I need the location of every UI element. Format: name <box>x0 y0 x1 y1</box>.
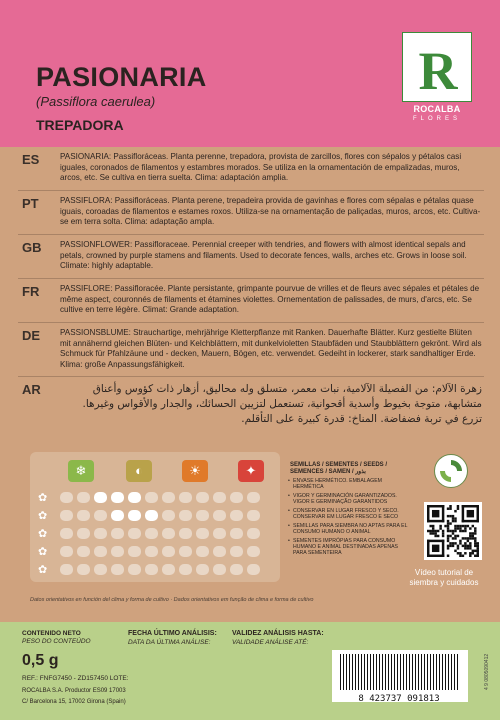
lang-code: AR <box>22 382 41 397</box>
barcode-icon <box>332 650 468 692</box>
net-content-sublabel: PESO DO CONTEÚDO <box>22 638 91 645</box>
month-cell <box>145 546 158 557</box>
month-cell <box>213 510 226 521</box>
divider <box>18 234 484 235</box>
divider <box>18 322 484 323</box>
lang-description: PASIONARIA: Passifloráceas. Planta perenne, trepadora, provista de zarcillos, flores con sépalos y pétalos casi iguales, coronados de filamentos y estambres morados. Se utiliza en la ornamentación de empalizadas, muros, arcos, etc. Se cultiva en tierra suelta. Clima: adaptación amplia. <box>60 152 462 183</box>
lang-description: PASSIFLORE: Passifloracée. Plante persistante, grimpante pourvue de vrilles et de fleurs avec sépales et pétales de même aspect, couronnés de filaments et étamines violettes. Ornementation de palissades, de murs, d'arcs, etc. Se cultive en terre légère. Climat: Grande adaptation. <box>60 284 480 315</box>
qr-icon <box>427 505 479 557</box>
month-cell <box>77 492 90 503</box>
month-cell <box>247 510 260 521</box>
month-cell <box>111 492 124 503</box>
month-cell <box>128 510 141 521</box>
lang-code: FR <box>22 284 40 299</box>
month-cell <box>230 528 243 539</box>
qr-caption-line: Vídeo tutorial de <box>414 568 474 577</box>
month-cell <box>179 492 192 503</box>
month-cell <box>230 492 243 503</box>
month-cell <box>162 528 175 539</box>
month-cell <box>111 564 124 575</box>
divider <box>18 278 484 279</box>
month-cell <box>230 546 243 557</box>
month-cell <box>128 546 141 557</box>
barcode-number: 8 423737 091813 <box>358 694 440 704</box>
month-cell <box>77 546 90 557</box>
seeds-info-item: • SEMENTES IMPRÓPIAS PARA CONSUMO HUMANO E ANIMAL DESTINADAS APENAS PARA SEMENTEIRA <box>293 538 408 557</box>
watering-can-icon: ✿ <box>38 492 48 504</box>
leaf-icon: ✦ <box>238 460 264 482</box>
validity-label: VALIDEZ ANÁLISIS HASTA: <box>232 630 324 637</box>
month-cell <box>247 546 260 557</box>
lang-description: PASSIFLORA: Passifloráceas. Planta perene, trepadeira provida de gavinhas e flores com sépalas e pétalas quase iguais, coroadas de filamentos e estames roxos. Utiliza-se na ornamentação de paliçadas, muros, arcos, etc. Cultiva-se em terra solta. Clima: adaptação ampla. <box>60 196 481 227</box>
seeds-title: SEMILLAS / SEMENTES / SEEDS / SEMENCES / SAMEN / بذور <box>290 462 388 475</box>
month-cell <box>196 564 209 575</box>
green-dot-icon <box>434 454 468 488</box>
month-cell <box>111 546 124 557</box>
brand-subtitle: FLORES <box>412 116 461 122</box>
lang-code: ES <box>22 152 40 167</box>
month-cell <box>196 546 209 557</box>
transplant-icon: ✿ <box>38 528 48 540</box>
brand-name: ROCALBA <box>413 104 461 114</box>
brand-logo <box>402 32 472 102</box>
seed-tray-icon: ✿ <box>38 510 48 522</box>
month-cell <box>145 564 158 575</box>
plant-icon: ✿ <box>38 564 48 576</box>
net-content-label: CONTENIDO NETO <box>22 630 81 637</box>
month-cell <box>179 564 192 575</box>
month-cell <box>247 564 260 575</box>
calendar-footnote: Datos orientativos en función del clima y forma de cultivo · Dados orientativos em função de clima e forma de cultivo <box>30 597 314 603</box>
divider <box>18 376 484 377</box>
reference-line: REF.: FNFG7450 - ZD157450 LOTE: <box>22 675 129 682</box>
month-cell <box>94 546 107 557</box>
analysis-date-label: FECHA ÚLTIMO ANÁLISIS: <box>128 630 217 637</box>
month-cell <box>111 510 124 521</box>
month-cell <box>77 510 90 521</box>
month-cell <box>145 492 158 503</box>
seeds-info-item: • VIGOR Y GERMINACIÓN GARANTIZADOS. VIGOR E GERMINAÇÃO GARANTIDOS <box>293 493 408 505</box>
month-cell <box>94 492 107 503</box>
month-cell <box>213 528 226 539</box>
month-cell <box>94 510 107 521</box>
seeds-info-item: • SEMILLAS PARA SIEMBRA NO APTAS PARA EL CONSUMO HUMANO O ANIMAL <box>293 523 408 535</box>
lang-description: PASSIONFLOWER: Passifloraceae. Perennial creeper with tendries, and flowers with almost identical sepals and petals, crowned by purple stamens and filaments. Used to decorate fences, walls, arches etc. Grows in loose soil. Climate: highly adaptable. <box>60 240 467 271</box>
lang-code: PT <box>22 196 39 211</box>
side-code: 4 9 0805090412 <box>484 653 490 690</box>
validity-sublabel: VALIDADE ANÁLISE ATÉ: <box>232 639 309 646</box>
month-cell <box>162 510 175 521</box>
month-cell <box>230 510 243 521</box>
month-cell <box>196 528 209 539</box>
net-content-value: 0,5 g <box>22 652 59 669</box>
product-title: PASIONARIA <box>36 62 207 92</box>
month-cell <box>94 564 107 575</box>
flower-icon: ✿ <box>38 546 48 558</box>
month-cell <box>60 492 73 503</box>
month-cell <box>60 510 73 521</box>
qr-caption-line: siembra y cuidados <box>409 578 479 587</box>
lang-code: DE <box>22 328 41 343</box>
month-cell <box>60 564 73 575</box>
seed-icon: ◐ <box>126 460 152 482</box>
month-cell <box>60 528 73 539</box>
product-category: TREPADORA <box>36 117 124 133</box>
month-cell <box>196 492 209 503</box>
month-cell <box>60 546 73 557</box>
month-cell <box>196 510 209 521</box>
sun-icon: ☀ <box>182 460 208 482</box>
snowflake-icon: ❄ <box>68 460 94 482</box>
address-line: C/ Barcelona 15, 17002 Girona (Spain) <box>22 699 126 705</box>
month-cell <box>77 528 90 539</box>
qr-code[interactable] <box>424 502 482 560</box>
month-cell <box>128 564 141 575</box>
month-cell <box>179 510 192 521</box>
month-cell <box>145 510 158 521</box>
seeds-info-item: • CONSERVAR EN LUGAR FRESCO Y SECO. CONSERVAR EM LUGAR FRESCO E SECO <box>293 508 408 520</box>
divider <box>18 190 484 191</box>
lang-code: GB <box>22 240 42 255</box>
month-cell <box>213 492 226 503</box>
month-cell <box>230 564 243 575</box>
month-cell <box>247 528 260 539</box>
month-cell <box>213 546 226 557</box>
month-cell <box>94 528 107 539</box>
latin-name: (Passiflora caerulea) <box>36 94 156 109</box>
lang-description: زهرة الآلام: من الفصيلة الآلامية، نبات معمر، متسلق وله محاليق، أزهار ذات كؤوس وأعناق متشابهة، متوجة بخيوط وأسدية أقحوانية، تستعمل لتزيين الحسائك، والجدار والأقواس وغيرها. تزرع في تربة فضفاضة. المناخ: قدرة كبيرة على التأقلم. <box>82 383 482 425</box>
month-cell <box>128 528 141 539</box>
logo-letter: R <box>418 41 458 101</box>
analysis-date-sublabel: DATA DA ÚLTIMA ANÁLISE: <box>128 639 211 646</box>
cultivation-calendar <box>30 452 280 582</box>
qr-caption <box>400 568 488 588</box>
month-cell <box>145 528 158 539</box>
month-cell <box>213 564 226 575</box>
company-line: ROCALBA S.A. Productor ES09 17003 <box>22 688 126 694</box>
month-cell <box>179 528 192 539</box>
lang-description: PASSIONSBLUME: Strauchartige, mehrjährige Kletterpflanze mit Ranken. Dauerhafte Blätter. Kurz gestielte Blüten mit annähernd gleichen Blüten- und Kelchblättern, mit dunkelvioletten Staubfäden und Staubblättern gekrönt. Wird als Schmuck für Pfahlzäune und - decken, Mauern, Bögen, etc. verwendet. Gedeiht in lockerer, stark sandhaltiger Erde. Klima: große Anpassungsfähigkeit. <box>60 328 482 369</box>
month-cell <box>128 492 141 503</box>
month-cell <box>162 546 175 557</box>
month-cell <box>162 492 175 503</box>
month-cell <box>77 564 90 575</box>
month-cell <box>179 546 192 557</box>
month-cell <box>111 528 124 539</box>
month-cell <box>162 564 175 575</box>
month-cell <box>247 492 260 503</box>
seeds-info-item: • ENVASE HERMÉTICO. EMBALAGEM HERMÉTICA <box>293 478 408 490</box>
logo-r-icon <box>403 33 473 103</box>
